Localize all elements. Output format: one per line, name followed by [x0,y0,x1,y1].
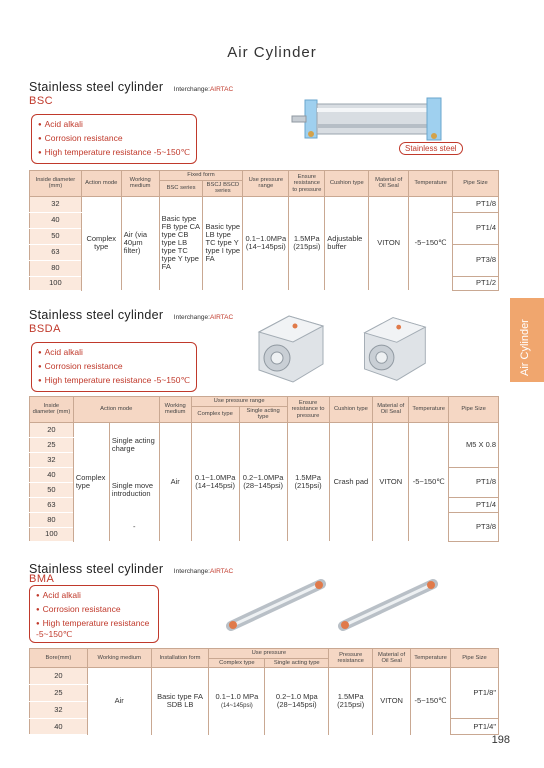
section-bma [29,560,499,732]
bore-cell: 40 [30,467,74,482]
model-code: BMA [29,573,55,585]
action-cell: Complex type [73,422,109,541]
col-header: Temperature [409,171,453,197]
section-header [29,306,233,324]
pipe-cell: PT1/4" [451,719,499,735]
bore-cell: 63 [30,497,74,512]
model-code: BSDA [29,323,61,335]
col-header: Use pressure [209,649,329,659]
feature-item: ● Acid alkali [38,118,190,132]
page-number: 198 [491,734,510,746]
feature-item: ● High temperature resistance -5~150℃ [38,374,190,388]
col-header: Material of Oil Seal [373,397,409,423]
compact-cylinder-illustration [355,310,431,386]
col-header: Ensure resistance to pressure [287,397,329,423]
col-header: Cushion type [329,397,373,423]
bore-cell: 40 [30,719,88,735]
section-header [29,78,233,96]
side-tab-label: Air Cylinder [519,319,531,376]
feature-item: ● Acid alkali [36,589,152,603]
bscj-forms-cell: Basic type LB type TC type Y type I type FA [203,196,243,290]
pressure-cell: 0.1~1.0MPa (14~145psi) [243,196,289,290]
bore-cell: 80 [30,260,82,276]
pipe-cell: PT1/8 [449,467,499,497]
stainless-steel-callout: Stainless steel [399,142,463,155]
section-bsc [29,78,499,288]
bore-cell: 50 [30,482,74,497]
bore-cell: 80 [30,512,74,527]
feature-item: ● Corrosion resistance [38,132,190,146]
bore-cell: 20 [30,422,74,437]
temperature-cell: -5~150℃ [411,668,451,735]
single-move-cell: Single move introduction [109,467,159,512]
temperature-cell: -5~150℃ [409,422,449,541]
col-header: Working medium [87,649,151,668]
col-header: Complex type [209,658,265,668]
col-header: Inside diameter (mm) [30,171,82,197]
interchange-label: Interchange:AIRTAC [173,86,234,93]
feature-item: ● High temperature resistance -5~150℃ [36,617,152,639]
col-header: Use pressure range [243,171,289,197]
single-pressure-cell: 0.2~1.0MPa (28~145psi) [239,422,287,541]
col-header: Action mode [73,397,159,423]
feature-item: ● Acid alkali [38,346,190,360]
col-header: Ensure resistance to pressure [289,171,325,197]
bsc-forms-cell: Basic type FB type CA type CB type LB type TC type Y type FA [159,196,203,290]
section-bsda [29,306,499,544]
bore-cell: 25 [30,437,74,452]
pipe-cell: PT3/8 [449,512,499,541]
ensure-cell: 1.5MPa (215psi) [287,422,329,541]
pipe-cell: M5 X 0.8 [449,422,499,467]
pipe-cell: PT1/8 [453,196,499,212]
pipe-cell: PT1/2 [453,276,499,290]
interchange-label: Interchange:AIRTAC [173,314,234,321]
col-header: BSC series [159,180,203,196]
temperature-cell: -5~150℃ [409,196,453,290]
complex-pressure-cell: 0.1~1.0MPa (14~145psi) [191,422,239,541]
spec-table [29,648,499,735]
col-header: Installation form [151,649,209,668]
bore-cell: 100 [30,527,74,541]
col-header: Inside diameter (mm) [30,397,74,423]
col-header: Cushion type [325,171,369,197]
feature-list [31,114,197,164]
single-pressure-cell: 0.2~1.0 Mpa (28~145psi) [265,668,329,735]
complex-pressure-cell: 0.1~1.0 MPa (14~145psi) [209,668,265,735]
feature-item: ● High temperature resistance -5~150℃ [38,146,190,160]
col-header: Temperature [409,397,449,423]
round-cylinder-illustration [333,574,443,634]
pipe-cell: PT1/4 [449,497,499,512]
medium-cell: Air [159,422,191,541]
col-header: Complex type [191,406,239,422]
spec-table [29,170,499,291]
bore-cell: 100 [30,276,82,290]
col-header: Action mode [81,171,121,197]
col-header: Pipe Size [453,171,499,197]
bore-cell: 20 [30,668,88,685]
page-title: Air Cylinder [227,44,317,61]
pipe-cell: PT1/4 [453,212,499,244]
side-tab [510,298,544,382]
bore-cell: 63 [30,244,82,260]
col-header: Working medium [121,171,159,197]
round-cylinder-illustration [221,574,331,634]
seal-cell: VITON [373,422,409,541]
cushion-cell: Crash pad [329,422,373,541]
compact-cylinder-illustration [249,308,329,388]
col-header: Use pressure range [191,397,287,407]
col-header: BSCJ BSCD series [203,180,243,196]
col-header: Material of Oil Seal [369,171,409,197]
model-code: BSC [29,95,54,107]
section-header [29,560,233,578]
section-title: Stainless steel cylinder [29,308,164,322]
feature-list [31,342,197,392]
feature-item: ● Corrosion resistance [36,603,152,617]
feature-item: ● Corrosion resistance [38,360,190,374]
interchange-label: Interchange:AIRTAC [173,568,234,575]
ensure-cell: 1.5MPa (215psi) [329,668,373,735]
col-header: Temperature [411,649,451,668]
col-header: Pressure resistance [329,649,373,668]
col-header: Pipe Size [451,649,499,668]
bore-cell: 40 [30,212,82,228]
ensure-cell: 1.5MPa (215psi) [289,196,325,290]
pipe-cell: PT1/8" [451,668,499,719]
spec-table [29,396,499,542]
installation-cell: Basic type FA SDB LB [151,668,209,735]
feature-list [29,585,159,643]
section-title: Stainless steel cylinder [29,80,164,94]
col-header: Single acting type [265,658,329,668]
single-charge-cell: Single acting charge [109,422,159,467]
dash-cell: - [109,512,159,541]
bore-cell: 32 [30,196,82,212]
medium-cell: Air [87,668,151,735]
bore-cell: 32 [30,702,88,719]
col-header: Bore(mm) [30,649,88,668]
col-header: Fixed form [159,171,243,181]
cushion-cell: Adjustable buffer [325,196,369,290]
col-header: Single acting type [239,406,287,422]
seal-cell: VITON [373,668,411,735]
col-header: Material of Oil Seal [373,649,411,668]
col-header: Working medium [159,397,191,423]
action-cell: Complex type [81,196,121,290]
seal-cell: VITON [369,196,409,290]
pipe-cell: PT3/8 [453,244,499,276]
bore-cell: 25 [30,685,88,702]
bore-cell: 32 [30,452,74,467]
bore-cell: 50 [30,228,82,244]
medium-cell: Air (via 40μm filter) [121,196,159,290]
col-header: Pipe Size [449,397,499,423]
section-title: Stainless steel cylinder [29,562,164,576]
